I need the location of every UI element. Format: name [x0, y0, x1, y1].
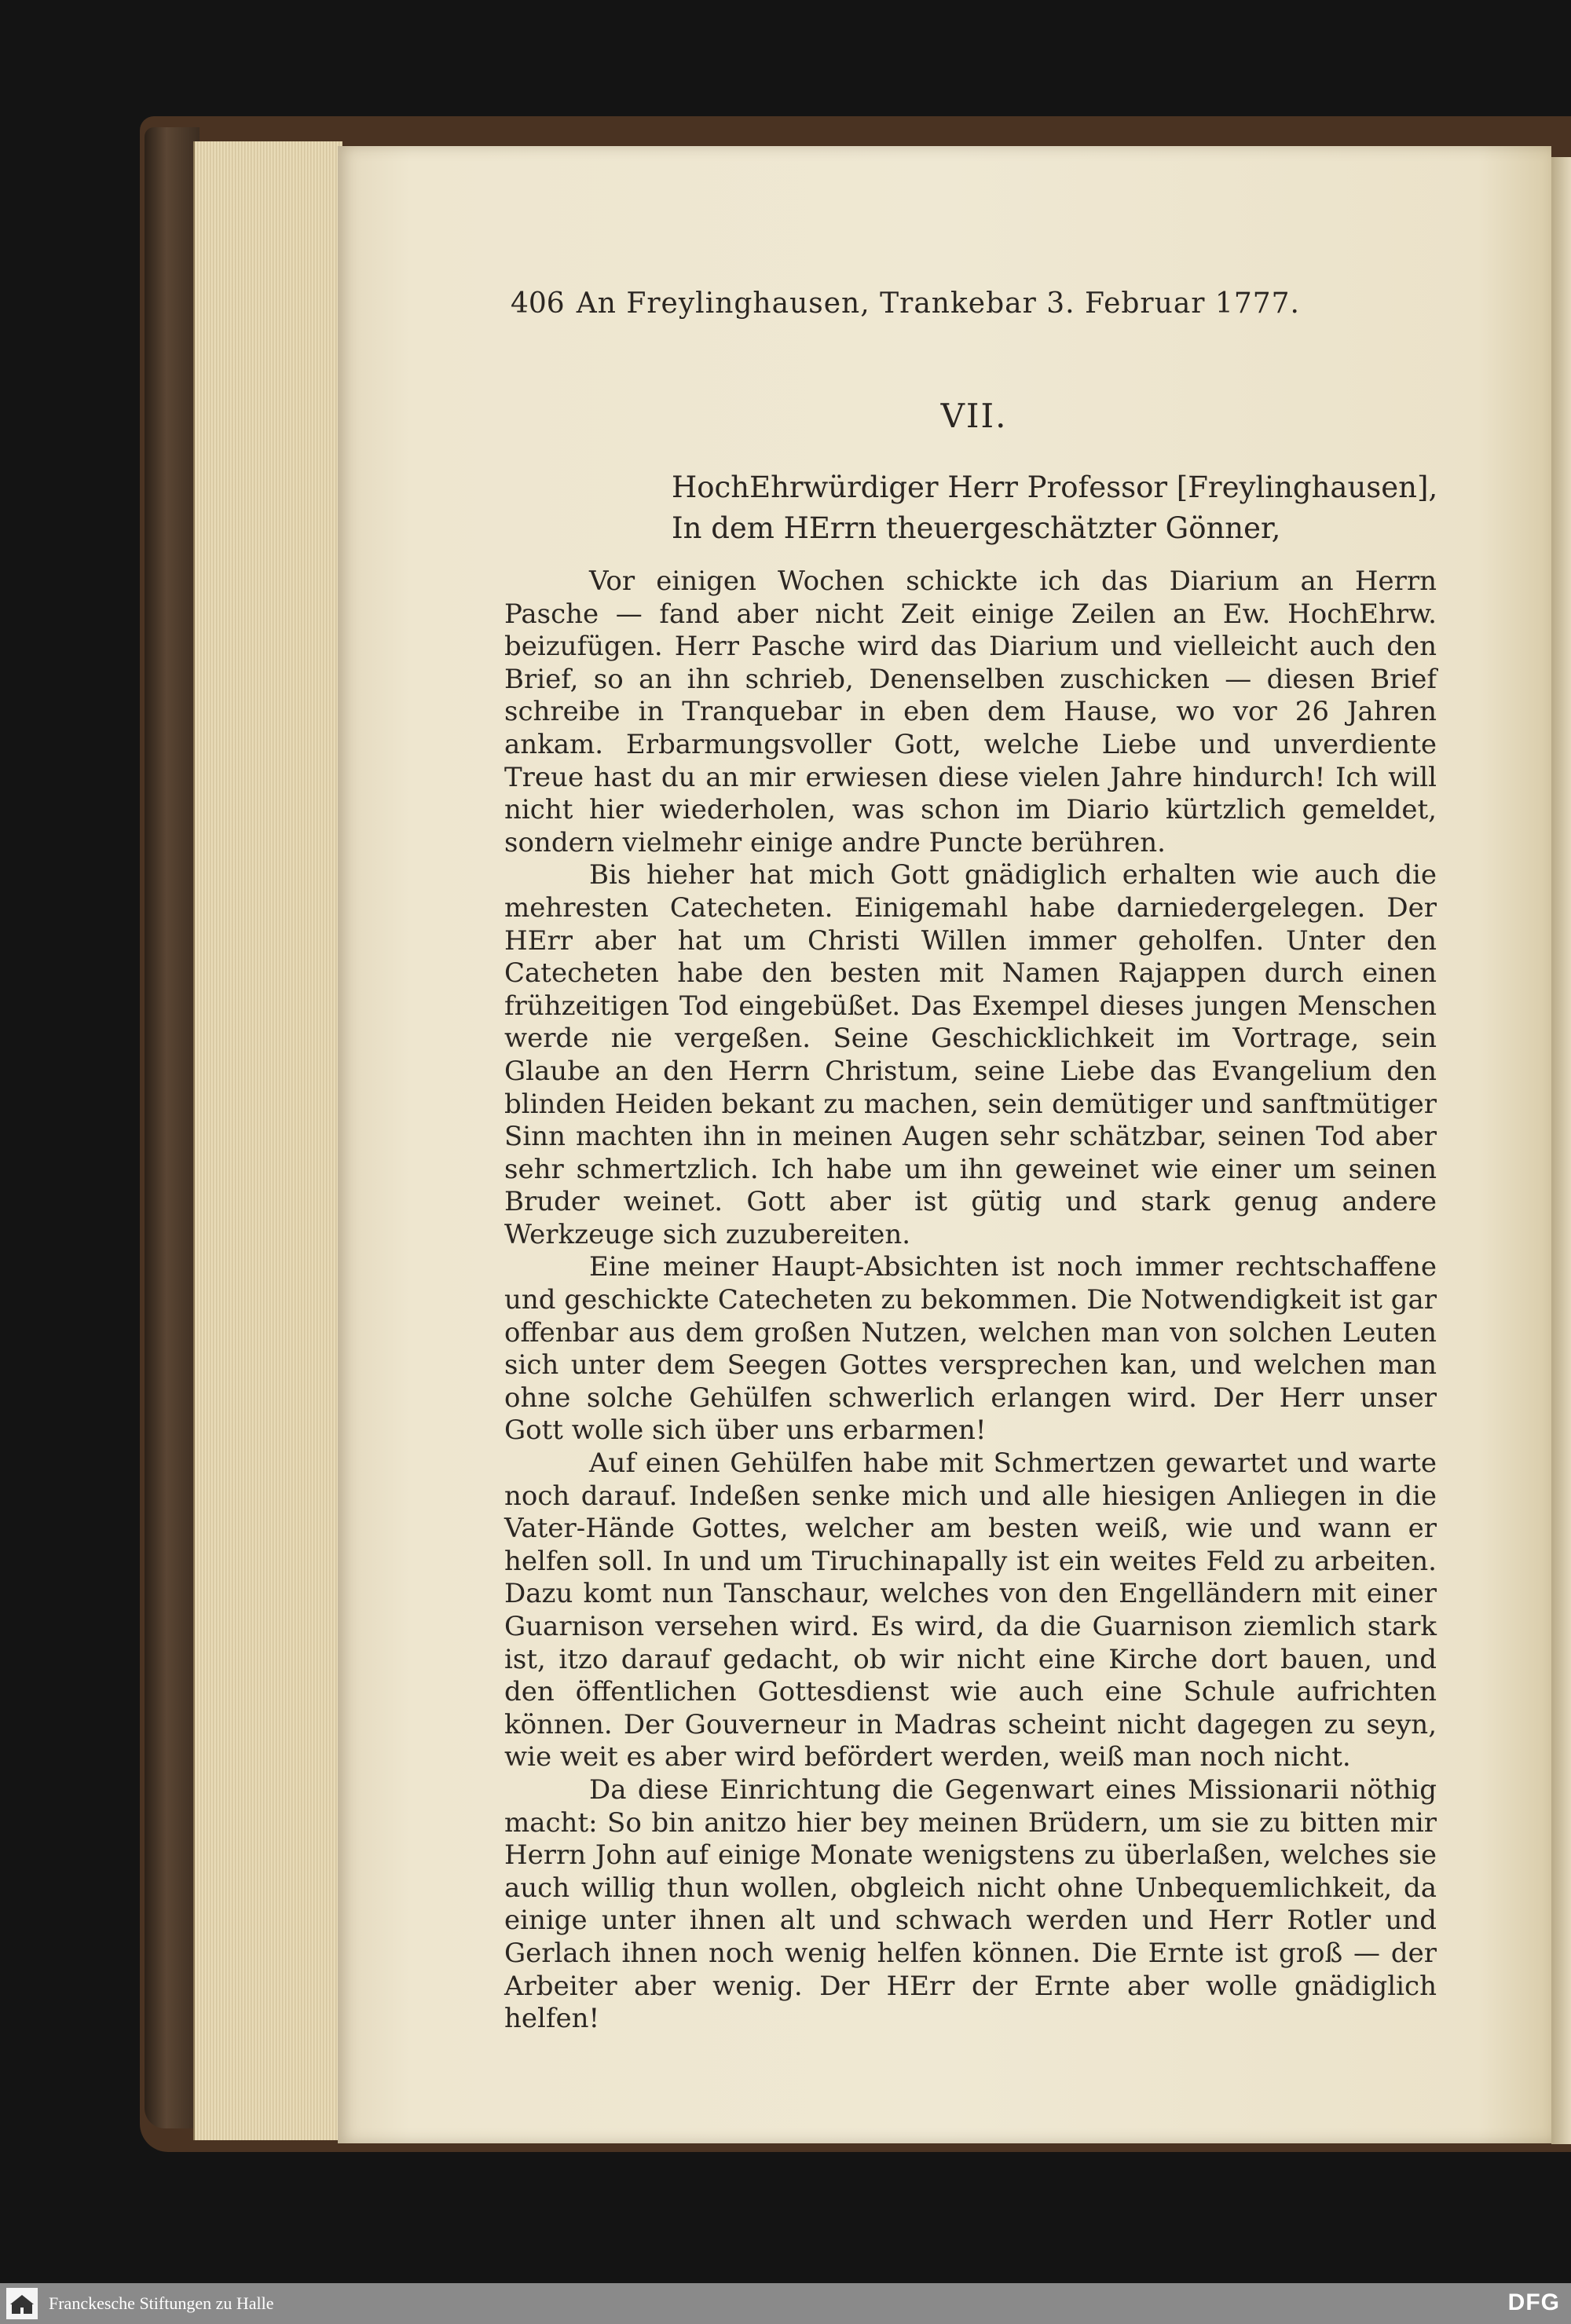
footer-bar — [0, 2283, 1571, 2324]
running-title: An Freylinghausen, Trankebar 3. Februar 1777. — [576, 287, 1300, 320]
letter-body — [504, 565, 1437, 2036]
salutation — [672, 467, 1457, 549]
page-edges — [193, 141, 342, 2140]
francke-foundation-logo-icon — [6, 2288, 38, 2319]
salutation-line-2: In dem HErrn theuergeschätzter Gönner, — [672, 511, 1281, 545]
page-number: 406 — [511, 287, 565, 320]
paragraph: Bis hieher hat mich Gott gnädiglich erhalten wie auch die mehresten Catecheten. Einigemahl habe darniedergelegen. Der HErr aber hat um Christi Willen immer geholfen. Unter den Catecheten habe den besten mit Namen Rajappen durch einen frühzeitigen Tod eingebüßet. Das Exempel dieses jungen Menschen werde nie vergeßen. Seine Geschicklichkeit im Vortrage, sein Glaube an den Herrn Christum, seine Liebe das Evangelium den blinden Heiden bekant zu machen, sein demütiger und sanftmütiger Sinn machten ihn in meinen Augen sehr schätzbar, seinen Tod aber sehr schmertzlich. Ich habe um ihn geweinet wie einer um seinen Bruder weinet. Gott aber ist gütig und stark genug andere Werkzeuge sich zuzubereiten. — [504, 859, 1437, 1250]
salutation-line-1: HochEhrwürdiger Herr Professor [Freylinghausen], — [672, 470, 1438, 504]
chapter-heading: VII. — [940, 397, 1008, 435]
paragraph: Vor einigen Wochen schickte ich das Diarium an Herrn Pasche — fand aber nicht Zeit einige Zeilen an Ew. HochEhrw. beizufügen. Herr Pasche wird das Diarium und vielleicht auch den Brief, so an ihn schrieb, Denenselben zuschicken — diesen Brief schreibe in Tranquebar in eben dem Hause, wo vor 26 Jahren ankam. Erbarmungsvoller Gott, welche Liebe und unverdiente Treue hast du an mir erwiesen diese vielen Jahre hindurch! Ich will nicht hier wiederholen, was schon im Diario kürtzlich gemeldet, sondern vielmehr einige andre Puncte berühren. — [504, 565, 1437, 858]
next-page-edge — [1551, 157, 1571, 2144]
paragraph: Eine meiner Haupt-Absichten ist noch immer rechtschaffene und geschickte Catecheten zu bekommen. Die Notwendigkeit ist gar offenbar aus dem großen Nutzen, welchen man von solchen Leuten sich unter dem Seegen Gottes versprechen kan, und welchen man ohne solche Gehülfen schwerlich erlangen wird. Der Herr unser Gott wolle sich über uns erbarmen! — [504, 1251, 1437, 1447]
paragraph: Da diese Einrichtung die Gegenwart eines Missionarii nöthig macht: So bin anitzo hier bey meinen Brüdern, um sie zu bitten mir Herrn John auf einige Monate wenigstens zu überlaßen, welches sie auch willig thun wollen, obgleich nicht ohne Unbequemlichkeit, da einige unter ihnen alt und schwach werden und Herr Rotler und Gerlach ihnen noch wenig helfen können. Die Ernte ist groß — der Arbeiter aber wenig. Der HErr der Ernte aber wolle gnädiglich helfen! — [504, 1773, 1437, 2035]
paragraph: Auf einen Gehülfen habe mit Schmertzen gewartet und warte noch darauf. Indeßen senke mich und alle hiesigen Anliegen in die Vater-Hände Gottes, welcher am besten weiß, wie und wann er helfen soll. In und um Tiruchinapally ist ein weites Feld zu arbeiten. Dazu komt nun Tanschaur, welches von den Engelländern mit einer Guarnison versehen wird. Es wird, da die Guarnison ziemlich stark ist, itzo darauf gedacht, ob wir nicht eine Kirche dort bauen, und den öffentlichen Gottesdienst wie auch eine Schule aufrichten können. Der Gouverneur in Madras scheint nicht dagegen zu seyn, wie weit es aber wird befördert werden, weiß man noch nicht. — [504, 1447, 1437, 1773]
page-header — [511, 287, 1300, 320]
dfg-logo[interactable]: DFG — [1507, 2289, 1560, 2315]
footer-institution[interactable]: Franckesche Stiftungen zu Halle — [49, 2293, 274, 2313]
